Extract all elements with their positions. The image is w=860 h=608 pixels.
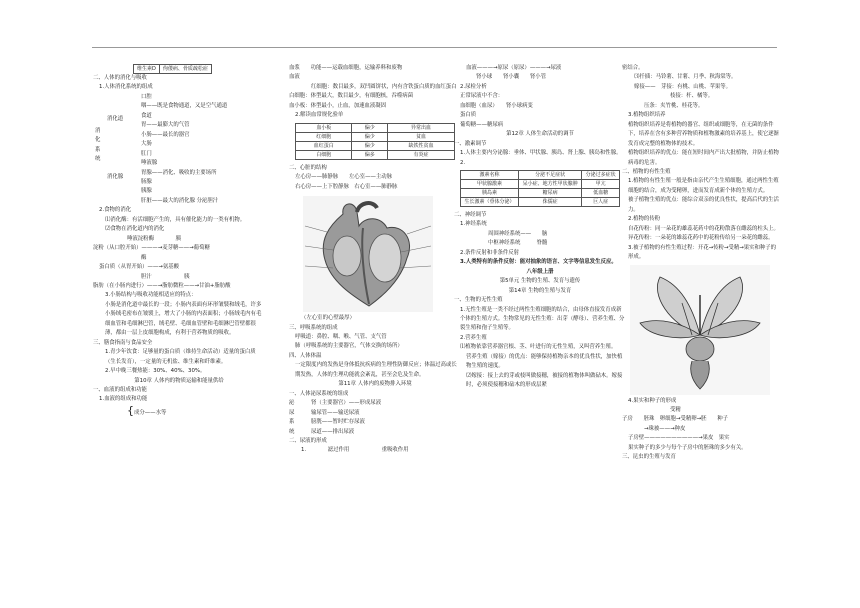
table-cell: 生长激素（垂体分泌） <box>461 197 519 206</box>
equation: 蛋白质（从胃开始）——→氨基酸 <box>99 264 179 271</box>
table-cell: 缺铁性贫血 <box>388 141 455 150</box>
table-cell: 糖尿病 <box>519 188 582 197</box>
list-item: 食道 <box>141 112 152 119</box>
table-row <box>461 188 620 197</box>
subheading: 4.果实和种子的形成 <box>628 397 677 404</box>
table-cell: 偏少 <box>352 123 388 132</box>
paragraph: 一定限度内的发热是身体抵抗疾病的生理性防御反应；体温过高或长期发热，人体的生理功能就会紊乱，甚至会危及生命。 <box>295 362 457 378</box>
subheading: 3.小肠结构与吸收功能相适应的特点： <box>105 292 197 299</box>
list-item: 右心房——上下腔静脉 右心室——肺静脉 <box>295 183 398 190</box>
section-heading: 三、膳食指南与食品安全 <box>93 339 153 346</box>
list-item: 胃腺——消化、吸收的主要场所 <box>141 169 217 176</box>
list-item: 呼吸道：鼻腔、咽、喉、气管、支气管 <box>295 333 387 340</box>
list-item: 尿道——排出尿液 <box>311 428 355 435</box>
table-cell: 偏多 <box>352 150 388 159</box>
list-item: 胃——最膨大的气管 <box>141 122 190 129</box>
equation-label: 受精 <box>670 406 681 413</box>
table-cell: 低血糖 <box>582 188 620 197</box>
column-2 <box>289 64 461 596</box>
section-heading: 一、血液的组成和功能 <box>93 386 147 393</box>
paragraph: 植物组织培养是将植物的器官、组织或细胞等，在无菌的条件下，培养在含有多种营养物质和植物激素的培养基上，使它逐渐发育成完整的植物体的技术。 <box>628 121 779 147</box>
table-row <box>461 197 620 206</box>
column-1 <box>93 64 265 596</box>
table-cell: 维生素D <box>134 65 160 74</box>
paragraph: ⑵食物在消化道内的消化 <box>105 226 165 233</box>
subheading: 3.植物组织培养 <box>628 112 666 119</box>
table-row <box>296 141 455 150</box>
list-item: 葡萄糖——糖尿病 <box>460 121 504 128</box>
paragraph: 血小板：体型最小，止血，加速血液凝固 <box>289 102 387 109</box>
table-cell: 激素名称 <box>461 170 519 179</box>
ovary <box>686 337 714 361</box>
section-heading: 一、生物的无性生殖 <box>454 297 503 304</box>
subheading: 1.人体消化系统的组成 <box>99 84 153 91</box>
list-item: 枝接：杆、橘等。 <box>670 93 714 100</box>
chapter-title: 第10章 人体内的物质运输和能量供给 <box>134 377 224 384</box>
list-item: 肺（呼吸系统的主要器官，气体交换的场所） <box>295 343 403 350</box>
list-item: 咽——既是食物通道，又是空气通道 <box>141 103 228 110</box>
section-heading: 三、昆虫的生殖与发育 <box>622 454 676 461</box>
column-4 <box>622 64 780 596</box>
chapter-title: 第12章 人体生命活动的调节 <box>506 131 574 138</box>
table-cell: 血小板 <box>296 123 352 132</box>
equation-label: 酶 <box>141 254 147 261</box>
list-item: 膀胱——暂时贮存尿液 <box>311 419 365 426</box>
chapter-title: 第11章 人体内的废物排入环境 <box>338 381 412 388</box>
system-label: 消 化 系 统 <box>95 127 101 163</box>
subheading: 2.食物的消化 <box>99 207 132 214</box>
subheading: 2.营养生殖 <box>460 334 487 341</box>
section-heading: 二、心脏的结构 <box>289 164 327 171</box>
list-item: 肠腺 <box>141 178 152 185</box>
paragraph: 血浆 功能——运载血细胞，运输养料和废物 <box>289 65 403 71</box>
table-cell: 红细胞 <box>296 132 352 141</box>
list-item: 周围神经系统—— 脑 <box>488 230 548 237</box>
table-row <box>461 179 620 188</box>
equation: 子房壁——————————→果皮 果实 <box>628 435 730 442</box>
paragraph: 自花传粉：同一朵花的雄蕊花药中的花粉散落在雌蕊的柱头上。 <box>628 225 779 232</box>
list-item: 中枢神经系统 脊髓 <box>488 240 548 247</box>
list-item: 压条：夹竹桃、桂花等。 <box>644 102 704 109</box>
paragraph: 2.早中晚三餐热能：30%、40%、30%。 <box>105 368 206 375</box>
list-item: 左心房——肺静脉 左心室——主动脉 <box>295 174 393 181</box>
table-cell: 呆小症、地方性甲状腺肿 <box>519 179 582 188</box>
list-item: {成分——水等 <box>127 403 167 417</box>
subheading: 2.植物的传粉 <box>628 216 661 223</box>
paragraph: 2. <box>460 159 466 166</box>
table-cell: 白细胞 <box>296 150 352 159</box>
table-cell: 偏少 <box>352 132 388 141</box>
list-item: 血细胞（血尿） 肾小球病变 <box>460 102 533 109</box>
chapter-title: 第14章 生物的生殖与发育 <box>508 287 572 294</box>
table-cell: 甲亢 <box>582 179 620 188</box>
vitamin-table <box>133 64 212 74</box>
list-item: 肾（主要器官）——形成尿液 <box>311 400 382 407</box>
table-row <box>296 123 455 132</box>
paragraph: 白细胞：体型最大，数目最少，有细胞核，吞噬病菌 <box>289 93 413 100</box>
flower-diagram <box>630 265 770 395</box>
table-cell: 佝偻病、骨质疏松症 <box>159 65 211 74</box>
list-item: 肛门 <box>141 150 152 157</box>
blood-test-table <box>295 123 455 160</box>
section-heading: 三、呼吸系统的组成 <box>289 324 338 331</box>
table-cell: 分泌不足症状 <box>519 170 582 179</box>
equation: →珠被——→种皮 <box>644 425 686 432</box>
subheading: 1.血液的组成和功能 <box>99 396 148 403</box>
paragraph: ⑵嫁接：接上去的芽或枝叫做接穗，被接的植物体叫做砧木。嫁接时，必须使接穗和砧木的形成层紧 <box>466 372 623 389</box>
equation: 脂肪（在小肠内进行）——→脂肪微粒——→甘油+脂肪酸 <box>93 282 231 289</box>
equation: 子房 胚珠 卵细胞→受精卵→胚 种子 <box>622 416 729 423</box>
paragraph: 营养生殖（嫁接）的优点：能够保持植物亲本的优良性状，加快植物生殖的速度。 <box>466 353 623 370</box>
group-label: 血液 <box>289 74 300 81</box>
paragraph: 1.无性生殖是一类不经过两性生殖细胞的结合，由母体直接发育成新个体的生殖方式。生物常见的无性生殖：出芽（酵母）、营养生殖、分裂生殖和孢子生殖等。 <box>460 306 625 332</box>
list-item: 嫁接—— 芽接：有桃、山桃、苹果等。 <box>634 83 732 90</box>
list-item: 1. 滤过作用 重吸收作用 <box>301 447 409 454</box>
section-heading: 四、人体体温 <box>289 352 322 359</box>
group-label: 消化道 <box>107 115 124 122</box>
section-heading: 二、植物的有性生殖 <box>622 168 671 175</box>
table-cell: 甲状腺激素 <box>461 179 519 188</box>
paragraph: 1.青少年饮食：足够量的蛋白质（维持生命活动）适量的蛋白质（生长发育），一定量的无机盐、维生素和纤维素。 <box>105 349 256 365</box>
system-label: 泌 尿 系 统 <box>289 400 295 435</box>
table-cell: 巨人症 <box>582 197 620 206</box>
table-cell: 偏少 <box>352 141 388 150</box>
header-rule <box>92 47 777 48</box>
section-heading: 一、人体泌尿系统的组成 <box>289 390 349 397</box>
paragraph: 3.人类特有的条件反射：能对抽象的语言、文字等信息发生反应。 <box>460 259 617 266</box>
equation-label: 唾液淀粉酶 胰 <box>127 235 181 242</box>
equation: 血液———→原尿（原尿）———→尿液 <box>466 65 562 71</box>
table-cell: 血红蛋白 <box>296 141 352 150</box>
paragraph: 红细胞：数目最多，双凹圆饼状，内有含铁蛋白质的血红蛋白 <box>311 83 457 90</box>
list-item: ⑶扦插：马铃薯、甘薯、月季、秋海棠等。 <box>634 74 737 81</box>
section-heading: 二、人体的消化与吸收 <box>93 75 147 81</box>
list-item: 口腔 <box>141 93 152 100</box>
table-cell: 有炎症 <box>388 150 455 159</box>
list-item: 2.条件反射和非条件反射 <box>460 249 520 256</box>
table-row <box>296 150 455 159</box>
list-item: 唾液腺 <box>141 160 158 167</box>
heart-diagram <box>303 196 433 312</box>
equation-label: 肾小球 肾小囊 肾小管 <box>476 74 547 81</box>
grade-title: 八年级上册 <box>526 268 554 275</box>
equation-label: 胆汁 胰 <box>141 273 190 280</box>
list-item: 输尿管——输送尿液 <box>311 409 360 416</box>
subheading: 2.尿检分析 <box>460 83 487 90</box>
column-3 <box>454 64 626 596</box>
table-cell: 胰岛素 <box>461 188 519 197</box>
list-item: 大肠 <box>141 141 152 148</box>
section-heading: 二、尿液的形成 <box>289 437 327 444</box>
group-label: 消化腺 <box>107 173 124 180</box>
table-row <box>296 132 455 141</box>
equation: 淀粉（从口腔开始）———→麦芽糖——→葡萄糖 <box>93 245 210 252</box>
list-item: 正常尿液中不含： <box>460 93 504 100</box>
hormone-table <box>460 170 620 207</box>
paragraph: 3.被子植物的有性生殖过程：开花→传粉→受精→果实和种子的形成。 <box>628 244 777 261</box>
paragraph: 1.植物的有性生殖一般是指由亲代产生生殖细胞，通过两性生殖细胞的结合，成为受精卵，进而发育成新个体的生殖方式。 <box>628 178 779 194</box>
table-row <box>461 170 620 179</box>
list-item: 肝脏——最大的消化腺 分泌胆汁 <box>141 197 219 204</box>
list-item: 胰腺 <box>141 188 152 195</box>
paragraph: 被子植物生殖的优点：能综合双亲的优良性状，提高后代的生活力。 <box>628 197 779 213</box>
paragraph: 1.人体主要内分泌腺：垂体、甲状腺、胰岛、肾上腺、胰岛和性腺。 <box>460 150 622 157</box>
subheading: 1.神经系统 <box>460 221 487 228</box>
list-item: 蛋白质 <box>460 112 477 119</box>
table-cell: 贫血 <box>388 132 455 141</box>
paragraph: ⑴消化酶：有活细胞产生的，具有催化能力的一类有机物。 <box>105 216 246 223</box>
list-item: 小肠——最长的器官 <box>141 131 190 138</box>
paragraph: 小肠是消化道中最长的一段；小肠内表面有环形皱襞和绒毛，许多小肠绒毛密布在皱襞上，增大了小肠的内表面积；小肠绒毛内有毛细血管和毛细淋巴管，绒毛壁、毛细血管壁和毛细淋巴管壁都很薄，都由一层上皮细胞构成，有利于营养物质的吸收。 <box>105 301 262 337</box>
table-row <box>134 65 212 74</box>
paragraph: 密结合。 <box>622 65 644 71</box>
subheading: 2.解读血常规化验单 <box>295 112 344 119</box>
table-cell: 异常出血 <box>388 123 455 132</box>
right-ventricle <box>333 236 361 276</box>
paragraph: 植物组织培养的优点：能在短时间内产出大批植物，并防止植物病毒的危害。 <box>628 150 779 166</box>
section-heading: 一、激素调节 <box>454 140 487 147</box>
left-ventricle <box>369 234 401 282</box>
table-cell: 分泌过多症状 <box>582 170 620 179</box>
paragraph: 异花传粉：一朵花的雄蕊花药中的花粉传给另一朵花的雌蕊。 <box>628 235 774 242</box>
paragraph: ⑴植物依靠营养器官根、茎、叶进行的无性生殖，又叫营养生殖。 <box>460 344 617 351</box>
section-heading: 二、神经调节 <box>454 211 487 218</box>
diagram-caption: （左心室的心壁最厚） <box>301 315 355 322</box>
paragraph: 果实种子的多少与每个子房中的胚珠的多少有关。 <box>628 444 747 451</box>
unit-title: 第5单元 生物的生殖、发育与遗传 <box>499 278 581 285</box>
table-cell: 侏儒症 <box>519 197 582 206</box>
